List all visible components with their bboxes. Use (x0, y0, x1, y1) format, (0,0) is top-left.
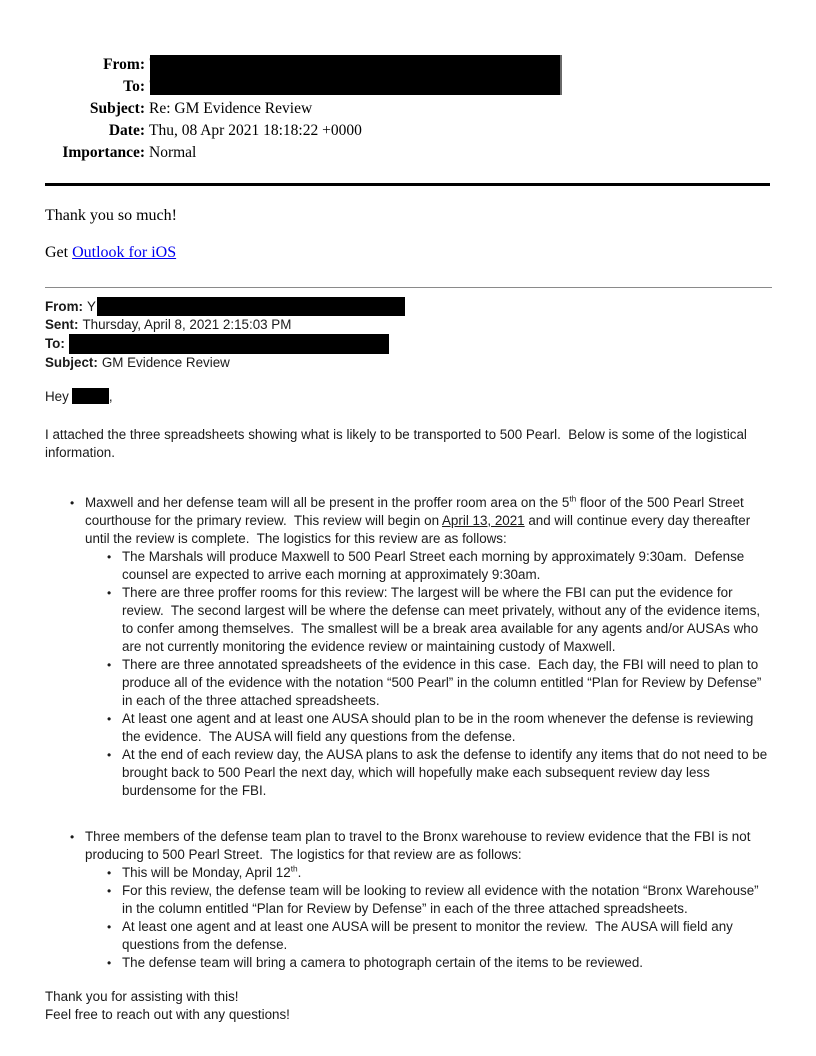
bullet-item (45, 548, 771, 584)
quoted-sent-value: Thursday, April 8, 2021 2:15:03 PM (82, 317, 292, 332)
quoted-sent-line (45, 316, 771, 334)
date-label: Date: (108, 122, 145, 139)
redaction-bar-from-to (150, 55, 562, 95)
bullet-text: The defense team will bring a camera to photograph certain of the items to be reviewed. (122, 955, 644, 970)
outlook-ios-link[interactable]: Outlook for iOS (72, 244, 177, 261)
quoted-subject-label: Subject: (45, 355, 98, 370)
bullet-marker-icon: • (70, 496, 75, 510)
bullet-marker-icon: • (107, 884, 112, 898)
mobile-signature (45, 243, 771, 263)
header-row-importance (45, 142, 816, 164)
subject-value: Re: GM Evidence Review (149, 100, 313, 117)
bullet-marker-icon: • (70, 830, 75, 844)
intro-paragraph: I attached the three spreadsheets showing what is likely to be transported to 500 Pearl. Below is some of the logistical information. (45, 427, 751, 460)
bullet-text: There are three annotated spreadsheets of the evidence in this case. Each day, the FBI will need to plan to produce all of the evidence with the notation “500 Pearl” in the column entitled “Plan for Review by Defense” in each of the three attached spreadsheets. (122, 657, 766, 708)
greeting-line (45, 388, 771, 406)
redaction-bar-quoted-to (69, 334, 389, 354)
closing-line-2: Feel free to reach out with any questions! (45, 1007, 290, 1022)
to-label: To: (123, 78, 145, 95)
quoted-from-line (45, 297, 771, 316)
quoted-subject-line (45, 354, 771, 372)
bullet-text: Maxwell and her defense team will all be present in the proffer room area on the 5th floor of the 500 Pearl Street courthouse for the primary review. This review will begin on April 13, 2021 and will continue every day thereafter until the review is complete. The logistics for this review are as follows: (85, 493, 754, 546)
greeting-prefix: Hey (45, 389, 69, 404)
bullet-text: There are three proffer rooms for this review: The largest will be where the FBI can put the evidence for review. The second largest will be where the defense can meet privately, without any of the evidence items, to confer among themselves. The smallest will be a break area available for any agents and/or AUSAs who are not currently monitoring the evidence review or maintaining custody of Maxwell. (122, 585, 764, 654)
bullet-marker-icon: • (107, 866, 112, 880)
bullet-marker-icon: • (107, 920, 112, 934)
bullet-text: For this review, the defense team will be looking to review all evidence with the notation “Bronx Warehouse” in the column entitled “Plan for Review by Defense” in each of the three attached spreadsheets. (122, 883, 763, 916)
bullet-item (45, 828, 771, 864)
bullet-item (45, 882, 771, 918)
bullet-list (45, 494, 771, 972)
importance-value: Normal (149, 144, 197, 161)
greeting-suffix: , (108, 389, 113, 404)
redaction-bar-quoted-from (97, 297, 405, 316)
reply-body (45, 206, 771, 263)
get-prefix: Get (45, 244, 73, 261)
quoted-email-body (45, 388, 771, 1024)
bullet-marker-icon: • (107, 956, 112, 970)
bullet-text: This will be Monday, April 12th. (122, 863, 302, 880)
bullet-marker-icon: • (107, 712, 112, 726)
bullet-item (45, 918, 771, 954)
bullet-text: Three members of the defense team plan to travel to the Bronx warehouse to review evidence that the FBI is not producing to 500 Pearl Street. The logistics for that review are as follows: (85, 829, 755, 862)
bullet-marker-icon: • (107, 586, 112, 600)
separator-thin-rule (45, 287, 772, 288)
header-row-date (45, 120, 816, 142)
bullet-text: At least one agent and at least one AUSA should plan to be in the room whenever the defense is reviewing the evidence. The AUSA will field any questions from the defense. (122, 711, 757, 744)
quoted-subject-value: GM Evidence Review (101, 355, 230, 370)
bullet-text: At the end of each review day, the AUSA plans to ask the defense to identify any items that do not need to be brought back to 500 Pearl the next day, which will hopefully make each subsequent review day less burdensome for the FBI. (122, 747, 771, 798)
bullet-text: At least one agent and at least one AUSA will be present to monitor the review. The AUSA will field any questions from the defense. (122, 919, 737, 952)
bullet-item (45, 710, 771, 746)
bullet-marker-icon: • (107, 550, 112, 564)
separator-thick-rule (45, 183, 770, 186)
quoted-email-header (45, 297, 771, 372)
quoted-to-line (45, 334, 771, 354)
bullet-item (45, 584, 771, 656)
bullet-item (45, 656, 771, 710)
quoted-to-label: To: (45, 336, 65, 351)
bullet-item (45, 746, 771, 800)
bullet-item (45, 864, 771, 882)
bullet-text: The Marshals will produce Maxwell to 500 Pearl Street each morning by approximately 9:30am. Defense counsel are expected to arrive each morning at approximately 9:30am. (122, 549, 748, 582)
importance-label: Importance: (62, 144, 145, 161)
bullet-item (45, 954, 771, 972)
subject-label: Subject: (89, 100, 145, 117)
email-header (0, 54, 816, 164)
date-value: Thu, 08 Apr 2021 18:18:22 +0000 (149, 122, 362, 139)
bullet-marker-icon: • (107, 748, 112, 762)
closing-line-1: Thank you for assisting with this! (45, 989, 239, 1004)
closing-block (45, 988, 771, 1024)
header-row-subject (45, 98, 816, 120)
redaction-bar-name (72, 388, 109, 404)
quoted-from-visible: Y (86, 299, 96, 314)
quoted-from-label: From: (45, 299, 83, 314)
bullet-marker-icon: • (107, 658, 112, 672)
reply-text: Thank you so much! (45, 207, 177, 224)
bullet-item (45, 494, 771, 548)
quoted-sent-label: Sent: (45, 317, 79, 332)
from-label: From: (103, 56, 145, 73)
